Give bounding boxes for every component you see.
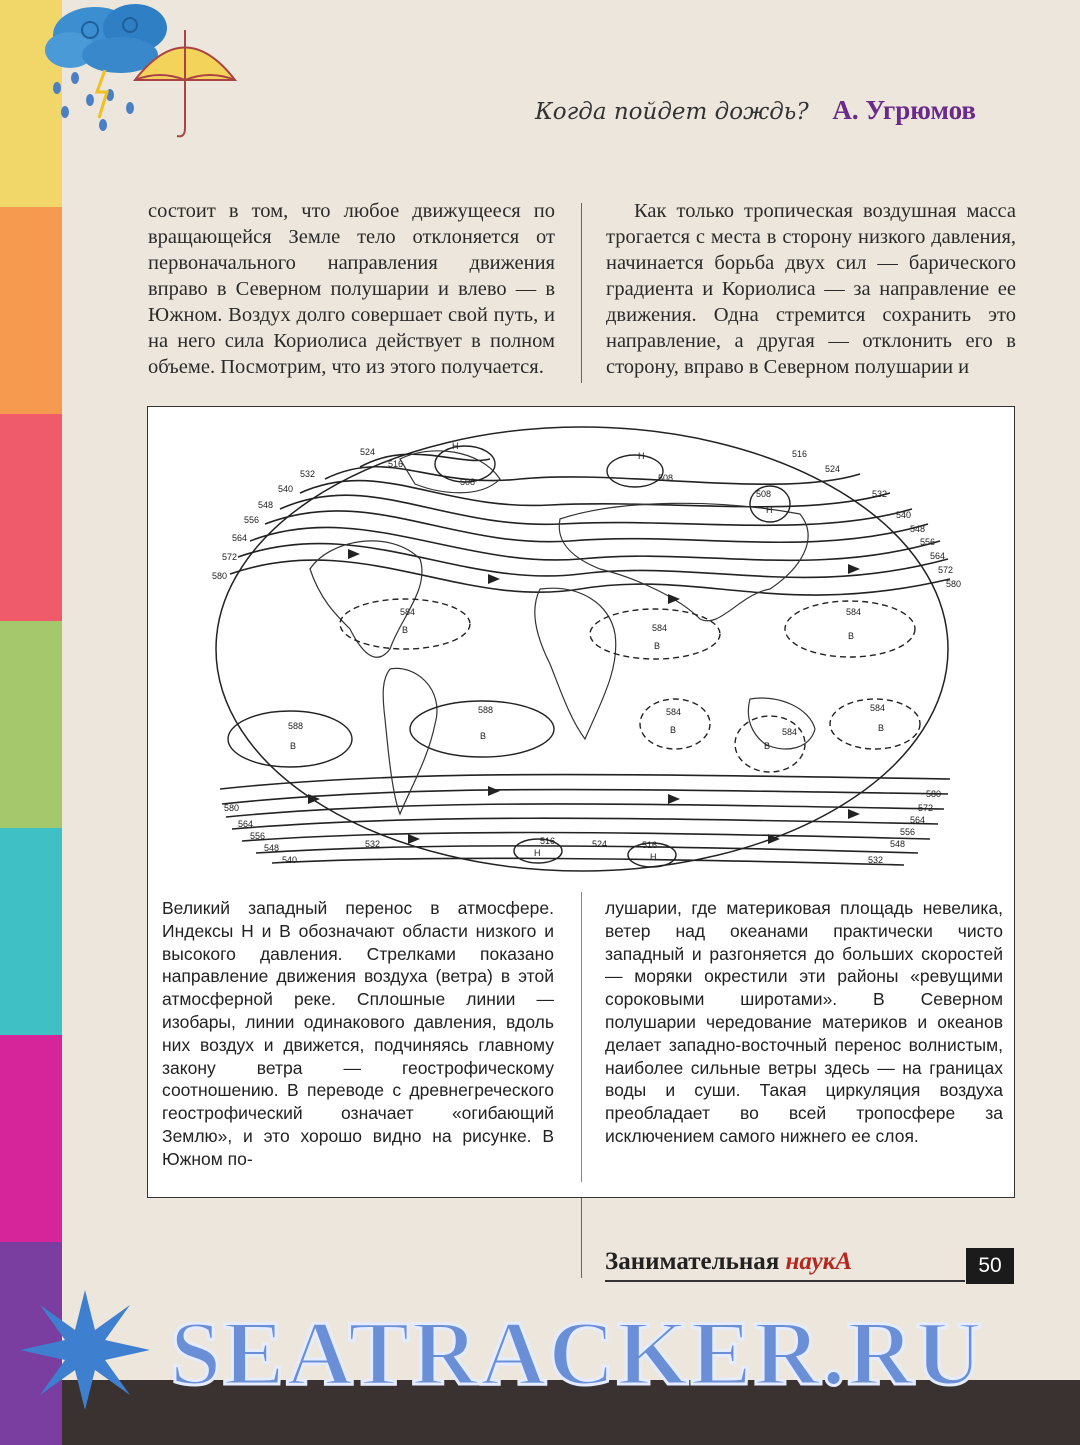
figure-caption-left — [162, 897, 554, 1171]
isobar-label-bottom-right: 532 — [868, 855, 884, 865]
column-divider-top — [581, 203, 582, 383]
isobar-label-top: 508 — [460, 477, 476, 487]
high-letter: В — [402, 625, 409, 635]
magazine-name-a: Занимательная — [605, 1248, 786, 1275]
isobar-label-bottom-right: 548 — [890, 839, 906, 849]
high-value: 588 — [478, 705, 494, 715]
raindrop-icons — [53, 72, 134, 131]
high-letter: В — [764, 741, 771, 751]
caption-divider — [581, 892, 582, 1182]
isobar-label-top: 508 — [756, 489, 772, 499]
low-value: 524 — [592, 839, 608, 849]
isobar-label-bottom-right: 580 — [926, 789, 942, 799]
isobar-label-right: 556 — [920, 537, 936, 547]
body-column-right — [606, 198, 1016, 380]
high-pressure-cells — [340, 599, 920, 772]
cloud-icon — [45, 4, 167, 73]
high-value: 584 — [666, 707, 682, 717]
isobar-label-left: 564 — [232, 533, 248, 543]
isobar-label-right: 516 — [792, 449, 808, 459]
low-letter: H — [638, 451, 645, 461]
watermark: SEATRACKER.RU — [170, 1302, 985, 1404]
isobar-label-bottom-right: 572 — [918, 803, 934, 813]
isobar-label-right: 524 — [825, 464, 841, 474]
high-letter: В — [290, 741, 297, 751]
high-value: 584 — [870, 703, 886, 713]
page-number: 50 — [966, 1248, 1014, 1284]
high-letter: В — [848, 631, 855, 641]
high-value: 584 — [846, 607, 862, 617]
body-text-left: состоит в том, что любое движущееся по вращающейся Земле тело отклоняется от первоначального направления движения вправо в Северном полушарии и влево — в Южном. Воздух долго совершает свой путь, и на него сила Кориолиса действует в полном объеме. Посмотрим, что из этого получается. — [148, 200, 555, 378]
footer-rule — [605, 1280, 965, 1282]
isobar-label-left: 548 — [258, 500, 274, 510]
low-value: 516 — [540, 836, 556, 846]
isobar-label-left: 556 — [244, 515, 260, 525]
high-letter: В — [480, 731, 487, 741]
isobar-label-top: 508 — [658, 473, 674, 483]
isobar-label-bottom-left: 532 — [365, 839, 381, 849]
low-letter: H — [452, 441, 459, 451]
stripe-teal — [0, 828, 62, 1035]
article-author: А. Угрюмов — [832, 95, 977, 125]
isobar-label-right: 540 — [896, 510, 912, 520]
low-letter: Н — [650, 852, 657, 862]
high-value: 584 — [400, 607, 416, 617]
low-letter: Н — [534, 848, 541, 858]
page-header — [535, 95, 976, 126]
isobar-label-bottom-left: 580 — [224, 803, 240, 813]
isobar-label-bottom-right: 564 — [910, 815, 926, 825]
isobar-label-right: 564 — [930, 551, 946, 561]
isobar-label-left: 580 — [212, 571, 228, 581]
stripe-red — [0, 414, 62, 621]
column-divider-bottom — [581, 1198, 582, 1278]
high-letter: В — [670, 725, 677, 735]
isobar-label-bottom-left: 540 — [282, 855, 298, 865]
southern-isobars — [220, 775, 950, 865]
figure-caption-right — [605, 897, 1003, 1148]
northern-isobars — [230, 454, 950, 595]
stripe-orange — [0, 207, 62, 414]
high-value: 588 — [288, 721, 304, 731]
body-column-left — [148, 198, 555, 380]
westerlies-map — [160, 419, 1004, 877]
caption-text-left: Великий западный перенос в атмосфере. Индексы Н и В обозначают области низкого и высокого давления. Стрелками показано направление движения воздуха (ветра) в этой атмосферной реке. Сплошные линии — изобары, линии одинакового давления, вдоль них воздух и движется, подчиняясь главному закону ветра — геострофическому соотношению. В переводе с древнегреческого геострофический означает «огибающий Землю», и это хорошо видно на рисунке. В Южном по- — [162, 898, 554, 1169]
cloud-umbrella-illustration — [35, 0, 245, 145]
sunburst-icon — [20, 1290, 150, 1410]
isobar-label-bottom-left: 564 — [238, 819, 254, 829]
high-value: 584 — [782, 727, 798, 737]
isobar-label-bottom-right: 556 — [900, 827, 916, 837]
isobar-label-right: 532 — [872, 489, 888, 499]
isobar-label-top: 516 — [388, 459, 404, 469]
isobar-label-bottom-left: 556 — [250, 831, 266, 841]
isobar-label-right: 548 — [910, 524, 926, 534]
isobar-label-right: 580 — [946, 579, 962, 589]
article-title: Когда пойдет дождь? — [535, 99, 809, 125]
low-letter: H — [766, 505, 773, 515]
isobar-label-bottom-left: 548 — [264, 843, 280, 853]
body-text-right: Как только тропическая воздушная масса трогается с места в сторону низкого давления, начинается борьба двух сил — барического градиента и Кориолиса — за направление ее движения. Одна стремится сохранить это направление, а другая — отклонить его в сторону, вправо в Северном полушарии и — [606, 200, 1016, 378]
low-value: 516 — [642, 840, 658, 850]
magazine-name — [605, 1248, 852, 1276]
isobar-label-left: 540 — [278, 484, 294, 494]
high-pressure-cells-solid — [228, 701, 554, 767]
lightning-icon — [97, 70, 107, 118]
stripe-magenta — [0, 1035, 62, 1242]
figure-box — [147, 406, 1015, 1198]
stripe-green — [0, 621, 62, 828]
high-value: 584 — [652, 623, 668, 633]
high-letter: В — [654, 641, 661, 651]
isobar-label-right: 572 — [938, 565, 954, 575]
magazine-name-b: наукА — [785, 1248, 853, 1275]
high-letter: В — [878, 723, 885, 733]
isobar-label-left: 524 — [360, 447, 376, 457]
isobar-label-left: 532 — [300, 469, 316, 479]
caption-text-right: лушарии, где материковая площадь невелика, ветер над океанами практически чисто западный и разгоняется до больших скоростей — моряки окрестили эти районы «ревущими сороковыми широтами». В Северном полушарии чередование материков и океанов делает западно-восточный перенос волнистым, наиболее сильные ветры здесь — на границах воды и суши. Такая циркуляция воздуха преобладает во всей тропосфере за исключением самого нижнего ее слоя. — [605, 898, 1003, 1146]
isobar-label-left: 572 — [222, 552, 238, 562]
